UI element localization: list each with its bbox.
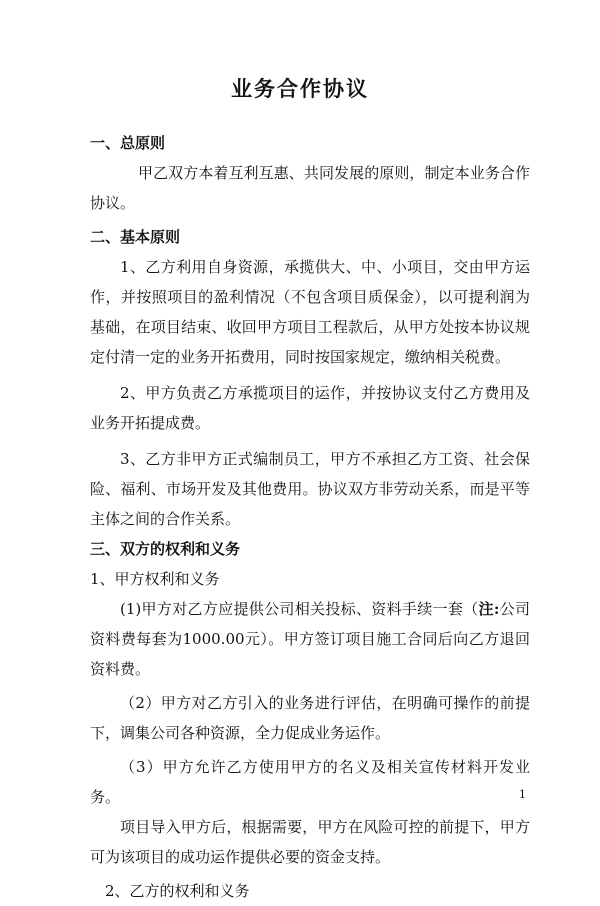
paragraph-basic-principle-1: 1、乙方利用自身资源，承揽供大、中、小项目，交由甲方运作，并按照项目的盈利情况（不包含项目质保金），以可提利润为基础，在项目结束、收回甲方项目工程款后，从甲方处按本协议规定付清一定的业务开拓费用，同时按国家规定，缴纳相关税费。: [90, 258, 530, 366]
item-1-text-b: 公司资料费每套为1000.00元）。甲方签订项目施工合同后向乙方退回资料费。: [90, 600, 530, 678]
section-heading-general-principle: 一、总原则: [90, 134, 166, 152]
section-heading-basic-principles: 二、基本原则: [90, 228, 181, 246]
subsection-heading-party-b: 2、乙方的权利和义务: [105, 882, 250, 900]
paragraph-party-a-item-3: （3）甲方允许乙方使用甲方的名义及相关宣传材料开发业务。: [90, 758, 530, 806]
page-number: 1: [519, 788, 526, 801]
paragraph-party-a-item-4: 项目导入甲方后，根据需要，甲方在风险可控的前提下，甲方可为该项目的成功运作提供必要的资金支持。: [90, 818, 530, 866]
document-title: 业务合作协议: [231, 76, 369, 101]
subsection-heading-party-a: 1、甲方权利和义务: [90, 570, 220, 588]
paragraph-party-a-item-2: （2）甲方对乙方引入的业务进行评估，在明确可操作的前提下，调集公司各种资源，全力促成业务运作。: [90, 694, 530, 742]
item-1-text-a: (1)甲方对乙方应提供公司相关投标、资料手续一套（: [120, 600, 479, 618]
section-heading-rights-obligations: 三、双方的权利和义务: [90, 540, 241, 558]
paragraph-general-principle: 甲乙双方本着互利互惠、共同发展的原则，制定本业务合作协议。: [90, 164, 530, 212]
paragraph-basic-principle-2: 2、甲方负责乙方承揽项目的运作，并按协议支付乙方费用及业务开拓提成费。: [90, 384, 530, 432]
item-1-note-label: 注:: [478, 600, 500, 618]
paragraph-party-a-item-1: [90, 594, 530, 684]
document-body: [90, 128, 530, 906]
paragraph-basic-principle-3: 3、乙方非甲方正式编制员工，甲方不承担乙方工资、社会保险、福利、市场开发及其他费用。协议双方非劳动关系，而是平等主体之间的合作关系。: [90, 450, 530, 528]
